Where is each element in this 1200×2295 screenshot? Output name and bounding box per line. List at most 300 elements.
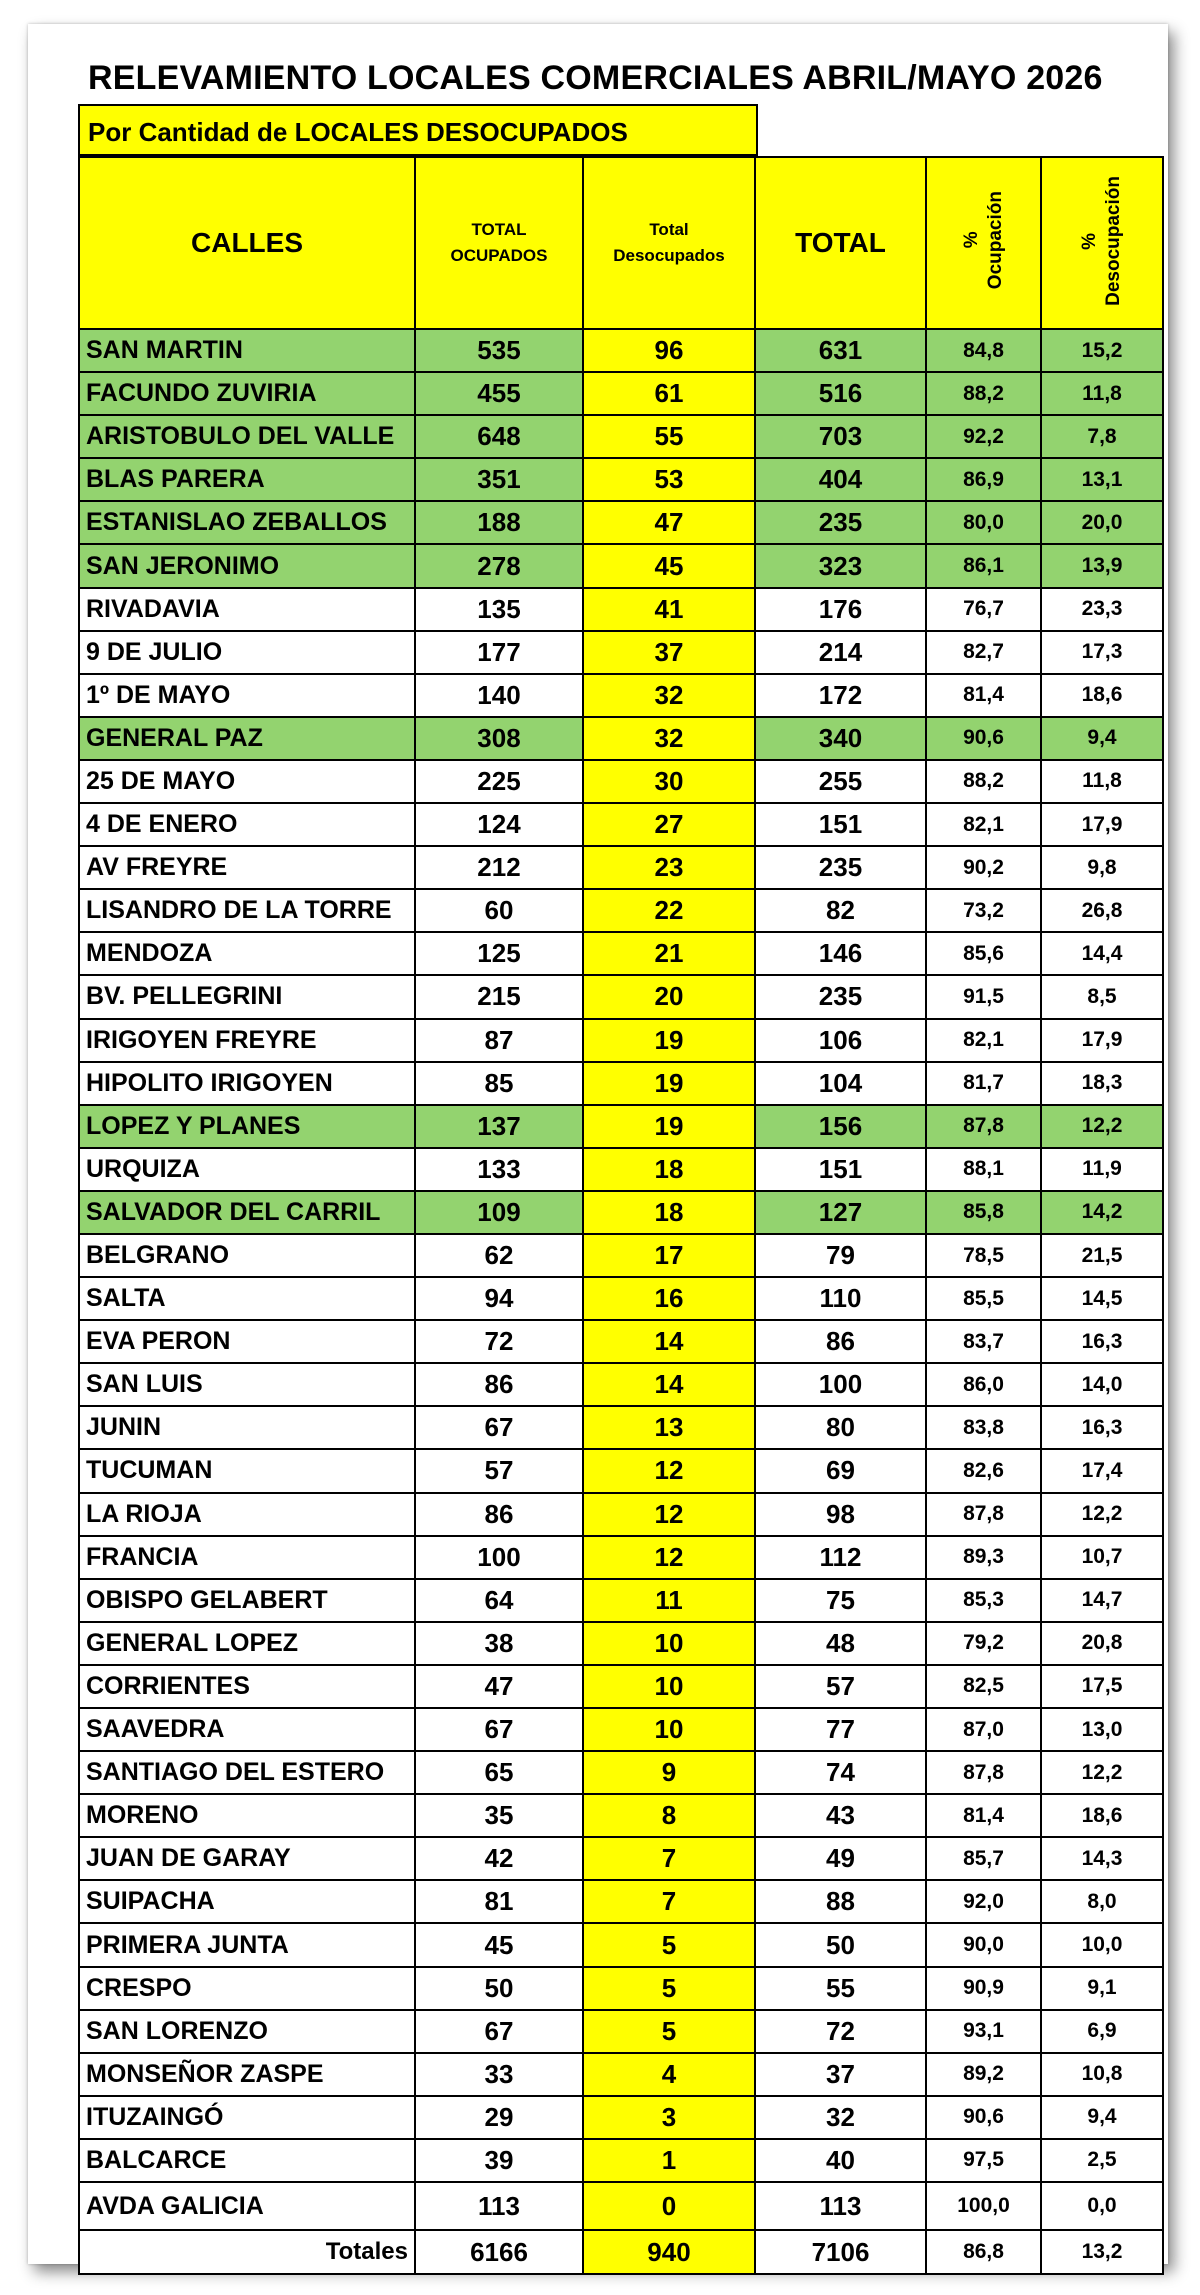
pct-desocupacion-cell: 10,7: [1041, 1536, 1163, 1579]
desocupados-cell: 53: [583, 458, 755, 501]
pct-desocupacion-cell: 16,3: [1041, 1406, 1163, 1449]
street-name-cell: SAN LORENZO: [79, 2010, 415, 2053]
desocupados-cell: 19: [583, 1019, 755, 1062]
table-row: [79, 1019, 1163, 1062]
ocupados-cell: 188: [415, 501, 583, 544]
ocupados-cell: 133: [415, 1148, 583, 1191]
table-row: [79, 415, 1163, 458]
pct-ocupacion-cell: 90,9: [926, 1967, 1041, 2010]
street-name-cell: SAN LUIS: [79, 1363, 415, 1406]
ocupados-cell: 38: [415, 1622, 583, 1665]
table-row: [79, 2053, 1163, 2096]
pct-desocupacion-cell: 18,3: [1041, 1062, 1163, 1105]
desocupados-cell: 61: [583, 372, 755, 415]
total-cell: 75: [755, 1579, 926, 1622]
total-cell: 235: [755, 975, 926, 1018]
desocupados-cell: 3: [583, 2096, 755, 2139]
ocupados-cell: 42: [415, 1837, 583, 1880]
table-row: [79, 1622, 1163, 1665]
totals-label: Totales: [79, 2230, 415, 2274]
data-table: [78, 156, 1164, 2275]
table-row: [79, 1837, 1163, 1880]
total-cell: 235: [755, 846, 926, 889]
desocupados-cell: 18: [583, 1148, 755, 1191]
desocupados-cell: 1: [583, 2139, 755, 2182]
total-cell: 77: [755, 1708, 926, 1751]
pct-ocupacion-cell: 85,5: [926, 1277, 1041, 1320]
total-cell: 127: [755, 1191, 926, 1234]
pct-ocupacion-cell: 73,2: [926, 889, 1041, 932]
street-name-cell: AVDA GALICIA: [79, 2182, 415, 2230]
total-cell: 110: [755, 1277, 926, 1320]
desocupados-cell: 20: [583, 975, 755, 1018]
ocupados-cell: 278: [415, 544, 583, 587]
ocupados-cell: 45: [415, 1923, 583, 1966]
table-row: [79, 1148, 1163, 1191]
desocupados-cell: 45: [583, 544, 755, 587]
street-name-cell: SALTA: [79, 1277, 415, 1320]
table-row: [79, 1449, 1163, 1492]
ocupados-cell: 72: [415, 1320, 583, 1363]
table-row: [79, 1406, 1163, 1449]
desocupados-cell: 23: [583, 846, 755, 889]
desocupados-cell: 4: [583, 2053, 755, 2096]
header-total: TOTAL: [755, 157, 926, 329]
pct-desocupacion-cell: 20,8: [1041, 1622, 1163, 1665]
table-row: [79, 2182, 1163, 2230]
desocupados-cell: 32: [583, 674, 755, 717]
desocupados-cell: 10: [583, 1622, 755, 1665]
pct-desocupacion-cell: 11,9: [1041, 1148, 1163, 1191]
total-cell: 214: [755, 631, 926, 674]
totals-pct-ocupacion: 86,8: [926, 2230, 1041, 2274]
pct-desocupacion-cell: 9,4: [1041, 2096, 1163, 2139]
street-name-cell: BALCARCE: [79, 2139, 415, 2182]
pct-ocupacion-cell: 81,7: [926, 1062, 1041, 1105]
street-name-cell: MONSEÑOR ZASPE: [79, 2053, 415, 2096]
pct-ocupacion-cell: 88,2: [926, 372, 1041, 415]
desocupados-cell: 12: [583, 1536, 755, 1579]
total-cell: 113: [755, 2182, 926, 2230]
total-cell: 156: [755, 1105, 926, 1148]
pct-ocupacion-cell: 90,6: [926, 717, 1041, 760]
total-cell: 79: [755, 1234, 926, 1277]
ocupados-cell: 140: [415, 674, 583, 717]
total-cell: 172: [755, 674, 926, 717]
ocupados-cell: 67: [415, 1406, 583, 1449]
desocupados-cell: 14: [583, 1320, 755, 1363]
pct-ocupacion-cell: 80,0: [926, 501, 1041, 544]
pct-ocupacion-cell: 85,8: [926, 1191, 1041, 1234]
table-row: [79, 1794, 1163, 1837]
pct-desocupacion-cell: 13,0: [1041, 1708, 1163, 1751]
table-row: [79, 975, 1163, 1018]
table-row: [79, 2096, 1163, 2139]
pct-desocupacion-cell: 18,6: [1041, 674, 1163, 717]
totals-ocupados: 6166: [415, 2230, 583, 2274]
header-total-ocupados: TOTAL OCUPADOS: [415, 157, 583, 329]
table-row: [79, 932, 1163, 975]
desocupados-cell: 10: [583, 1665, 755, 1708]
total-cell: 146: [755, 932, 926, 975]
total-cell: 69: [755, 1449, 926, 1492]
pct-ocupacion-cell: 82,5: [926, 1665, 1041, 1708]
ocupados-cell: 67: [415, 2010, 583, 2053]
pct-desocupacion-cell: 9,4: [1041, 717, 1163, 760]
pct-desocupacion-cell: 7,8: [1041, 415, 1163, 458]
ocupados-cell: 124: [415, 803, 583, 846]
street-name-cell: 9 DE JULIO: [79, 631, 415, 674]
desocupados-cell: 14: [583, 1363, 755, 1406]
desocupados-cell: 19: [583, 1062, 755, 1105]
street-name-cell: SAN MARTIN: [79, 329, 415, 372]
total-cell: 235: [755, 501, 926, 544]
pct-ocupacion-cell: 85,3: [926, 1579, 1041, 1622]
street-name-cell: FACUNDO ZUVIRIA: [79, 372, 415, 415]
pct-ocupacion-cell: 88,1: [926, 1148, 1041, 1191]
pct-desocupacion-cell: 14,5: [1041, 1277, 1163, 1320]
ocupados-cell: 351: [415, 458, 583, 501]
pct-ocupacion-cell: 88,2: [926, 760, 1041, 803]
pct-desocupacion-cell: 12,2: [1041, 1493, 1163, 1536]
ocupados-cell: 113: [415, 2182, 583, 2230]
table-row: [79, 674, 1163, 717]
pct-ocupacion-cell: 86,0: [926, 1363, 1041, 1406]
pct-ocupacion-cell: 82,6: [926, 1449, 1041, 1492]
desocupados-cell: 96: [583, 329, 755, 372]
table-row: [79, 717, 1163, 760]
desocupados-cell: 7: [583, 1837, 755, 1880]
street-name-cell: PRIMERA JUNTA: [79, 1923, 415, 1966]
header-calles: CALLES: [79, 157, 415, 329]
desocupados-cell: 16: [583, 1277, 755, 1320]
ocupados-cell: 85: [415, 1062, 583, 1105]
desocupados-cell: 0: [583, 2182, 755, 2230]
street-name-cell: 4 DE ENERO: [79, 803, 415, 846]
table-row: [79, 2010, 1163, 2053]
street-name-cell: IRIGOYEN FREYRE: [79, 1019, 415, 1062]
total-cell: 703: [755, 415, 926, 458]
pct-ocupacion-cell: 87,8: [926, 1493, 1041, 1536]
desocupados-cell: 55: [583, 415, 755, 458]
totals-pct-desocupacion: 13,2: [1041, 2230, 1163, 2274]
pct-desocupacion-cell: 14,2: [1041, 1191, 1163, 1234]
total-cell: 49: [755, 1837, 926, 1880]
street-name-cell: FRANCIA: [79, 1536, 415, 1579]
totals-desocupados: 940: [583, 2230, 755, 2274]
pct-desocupacion-cell: 20,0: [1041, 501, 1163, 544]
pct-desocupacion-cell: 8,5: [1041, 975, 1163, 1018]
header-total-desocupados: Total Desocupados: [583, 157, 755, 329]
street-name-cell: ITUZAINGÓ: [79, 2096, 415, 2139]
table-row: [79, 1363, 1163, 1406]
desocupados-cell: 22: [583, 889, 755, 932]
total-cell: 72: [755, 2010, 926, 2053]
ocupados-cell: 225: [415, 760, 583, 803]
total-cell: 631: [755, 329, 926, 372]
street-name-cell: MENDOZA: [79, 932, 415, 975]
pct-ocupacion-cell: 87,8: [926, 1751, 1041, 1794]
pct-ocupacion-cell: 100,0: [926, 2182, 1041, 2230]
pct-ocupacion-cell: 83,8: [926, 1406, 1041, 1449]
pct-desocupacion-cell: 26,8: [1041, 889, 1163, 932]
total-cell: 104: [755, 1062, 926, 1105]
pct-ocupacion-cell: 81,4: [926, 674, 1041, 717]
ocupados-cell: 535: [415, 329, 583, 372]
ocupados-cell: 100: [415, 1536, 583, 1579]
total-cell: 48: [755, 1622, 926, 1665]
street-name-cell: TUCUMAN: [79, 1449, 415, 1492]
street-name-cell: GENERAL LOPEZ: [79, 1622, 415, 1665]
pct-ocupacion-cell: 81,4: [926, 1794, 1041, 1837]
pct-ocupacion-cell: 83,7: [926, 1320, 1041, 1363]
street-name-cell: BELGRANO: [79, 1234, 415, 1277]
pct-ocupacion-cell: 76,7: [926, 588, 1041, 631]
table-row: [79, 372, 1163, 415]
table-row: [79, 458, 1163, 501]
street-name-cell: BV. PELLEGRINI: [79, 975, 415, 1018]
table-row: [79, 2139, 1163, 2182]
desocupados-cell: 5: [583, 1967, 755, 2010]
pct-desocupacion-cell: 8,0: [1041, 1880, 1163, 1923]
desocupados-cell: 27: [583, 803, 755, 846]
street-name-cell: LA RIOJA: [79, 1493, 415, 1536]
table-row: [79, 1665, 1163, 1708]
desocupados-cell: 30: [583, 760, 755, 803]
ocupados-cell: 64: [415, 1579, 583, 1622]
pct-desocupacion-cell: 6,9: [1041, 2010, 1163, 2053]
total-cell: 323: [755, 544, 926, 587]
total-cell: 86: [755, 1320, 926, 1363]
pct-desocupacion-cell: 12,2: [1041, 1751, 1163, 1794]
street-name-cell: ARISTOBULO DEL VALLE: [79, 415, 415, 458]
pct-ocupacion-cell: 84,8: [926, 329, 1041, 372]
street-name-cell: RIVADAVIA: [79, 588, 415, 631]
header-pct-ocupacion: % Ocupación: [926, 157, 1041, 329]
street-name-cell: LISANDRO DE LA TORRE: [79, 889, 415, 932]
street-name-cell: LOPEZ Y PLANES: [79, 1105, 415, 1148]
total-cell: 82: [755, 889, 926, 932]
total-cell: 40: [755, 2139, 926, 2182]
ocupados-cell: 47: [415, 1665, 583, 1708]
pct-ocupacion-cell: 92,0: [926, 1880, 1041, 1923]
pct-desocupacion-cell: 17,3: [1041, 631, 1163, 674]
pct-desocupacion-cell: 21,5: [1041, 1234, 1163, 1277]
pct-desocupacion-cell: 9,1: [1041, 1967, 1163, 2010]
table-row: [79, 501, 1163, 544]
table-row: [79, 889, 1163, 932]
desocupados-cell: 41: [583, 588, 755, 631]
desocupados-cell: 5: [583, 2010, 755, 2053]
table-row: [79, 1579, 1163, 1622]
pct-desocupacion-cell: 11,8: [1041, 760, 1163, 803]
pct-ocupacion-cell: 92,2: [926, 415, 1041, 458]
header-row: [79, 157, 1163, 329]
total-cell: 98: [755, 1493, 926, 1536]
pct-ocupacion-cell: 85,7: [926, 1837, 1041, 1880]
desocupados-cell: 5: [583, 1923, 755, 1966]
pct-desocupacion-cell: 10,8: [1041, 2053, 1163, 2096]
street-name-cell: JUAN DE GARAY: [79, 1837, 415, 1880]
ocupados-cell: 62: [415, 1234, 583, 1277]
street-name-cell: EVA PERON: [79, 1320, 415, 1363]
pct-desocupacion-cell: 14,7: [1041, 1579, 1163, 1622]
desocupados-cell: 19: [583, 1105, 755, 1148]
street-name-cell: SAN JERONIMO: [79, 544, 415, 587]
pct-desocupacion-cell: 11,8: [1041, 372, 1163, 415]
ocupados-cell: 65: [415, 1751, 583, 1794]
ocupados-cell: 455: [415, 372, 583, 415]
pct-desocupacion-cell: 15,2: [1041, 329, 1163, 372]
desocupados-cell: 10: [583, 1708, 755, 1751]
table-row: [79, 1967, 1163, 2010]
pct-desocupacion-cell: 12,2: [1041, 1105, 1163, 1148]
pct-ocupacion-cell: 89,2: [926, 2053, 1041, 2096]
desocupados-cell: 12: [583, 1493, 755, 1536]
street-name-cell: AV FREYRE: [79, 846, 415, 889]
street-name-cell: HIPOLITO IRIGOYEN: [79, 1062, 415, 1105]
ocupados-cell: 648: [415, 415, 583, 458]
street-name-cell: URQUIZA: [79, 1148, 415, 1191]
ocupados-cell: 60: [415, 889, 583, 932]
total-cell: 151: [755, 1148, 926, 1191]
desocupados-cell: 7: [583, 1880, 755, 1923]
total-cell: 74: [755, 1751, 926, 1794]
spreadsheet-image: [28, 24, 1168, 2267]
ocupados-cell: 94: [415, 1277, 583, 1320]
pct-desocupacion-cell: 17,5: [1041, 1665, 1163, 1708]
table-row: [79, 1751, 1163, 1794]
pct-desocupacion-cell: 14,0: [1041, 1363, 1163, 1406]
pct-ocupacion-cell: 90,2: [926, 846, 1041, 889]
pct-desocupacion-cell: 9,8: [1041, 846, 1163, 889]
pct-ocupacion-cell: 90,0: [926, 1923, 1041, 1966]
ocupados-cell: 212: [415, 846, 583, 889]
ocupados-cell: 35: [415, 1794, 583, 1837]
pct-ocupacion-cell: 97,5: [926, 2139, 1041, 2182]
street-name-cell: OBISPO GELABERT: [79, 1579, 415, 1622]
pct-desocupacion-cell: 10,0: [1041, 1923, 1163, 1966]
table-row: [79, 1708, 1163, 1751]
street-name-cell: CORRIENTES: [79, 1665, 415, 1708]
page-title: RELEVAMIENTO LOCALES COMERCIALES ABRIL/MAYO 2026: [88, 59, 1103, 97]
table-row: [79, 588, 1163, 631]
street-name-cell: SALVADOR DEL CARRIL: [79, 1191, 415, 1234]
pct-ocupacion-cell: 79,2: [926, 1622, 1041, 1665]
table-row: [79, 1277, 1163, 1320]
total-cell: 80: [755, 1406, 926, 1449]
total-cell: 516: [755, 372, 926, 415]
total-cell: 88: [755, 1880, 926, 1923]
desocupados-cell: 9: [583, 1751, 755, 1794]
ocupados-cell: 177: [415, 631, 583, 674]
pct-desocupacion-cell: 16,3: [1041, 1320, 1163, 1363]
table-row: [79, 1536, 1163, 1579]
total-cell: 404: [755, 458, 926, 501]
total-cell: 100: [755, 1363, 926, 1406]
total-cell: 57: [755, 1665, 926, 1708]
pct-desocupacion-cell: 14,4: [1041, 932, 1163, 975]
pct-desocupacion-cell: 17,9: [1041, 1019, 1163, 1062]
total-cell: 32: [755, 2096, 926, 2139]
ocupados-cell: 33: [415, 2053, 583, 2096]
ocupados-cell: 67: [415, 1708, 583, 1751]
total-cell: 37: [755, 2053, 926, 2096]
pct-ocupacion-cell: 78,5: [926, 1234, 1041, 1277]
ocupados-cell: 50: [415, 1967, 583, 2010]
street-name-cell: CRESPO: [79, 1967, 415, 2010]
table-row: [79, 544, 1163, 587]
desocupados-cell: 8: [583, 1794, 755, 1837]
ocupados-cell: 109: [415, 1191, 583, 1234]
pct-ocupacion-cell: 87,8: [926, 1105, 1041, 1148]
ocupados-cell: 86: [415, 1493, 583, 1536]
pct-ocupacion-cell: 89,3: [926, 1536, 1041, 1579]
ocupados-cell: 39: [415, 2139, 583, 2182]
ocupados-cell: 308: [415, 717, 583, 760]
totals-total: 7106: [755, 2230, 926, 2274]
table-row: [79, 1923, 1163, 1966]
desocupados-cell: 17: [583, 1234, 755, 1277]
street-name-cell: GENERAL PAZ: [79, 717, 415, 760]
pct-ocupacion-cell: 85,6: [926, 932, 1041, 975]
table-row: [79, 329, 1163, 372]
street-name-cell: ESTANISLAO ZEBALLOS: [79, 501, 415, 544]
total-cell: 43: [755, 1794, 926, 1837]
pct-ocupacion-cell: 82,1: [926, 803, 1041, 846]
street-name-cell: 25 DE MAYO: [79, 760, 415, 803]
pct-desocupacion-cell: 23,3: [1041, 588, 1163, 631]
pct-ocupacion-cell: 93,1: [926, 2010, 1041, 2053]
total-cell: 50: [755, 1923, 926, 1966]
desocupados-cell: 21: [583, 932, 755, 975]
pct-desocupacion-cell: 18,6: [1041, 1794, 1163, 1837]
pct-ocupacion-cell: 91,5: [926, 975, 1041, 1018]
street-name-cell: SUIPACHA: [79, 1880, 415, 1923]
desocupados-cell: 47: [583, 501, 755, 544]
street-name-cell: SANTIAGO DEL ESTERO: [79, 1751, 415, 1794]
ocupados-cell: 87: [415, 1019, 583, 1062]
total-cell: 112: [755, 1536, 926, 1579]
pct-desocupacion-cell: 17,9: [1041, 803, 1163, 846]
table-row: [79, 1105, 1163, 1148]
pct-desocupacion-cell: 0,0: [1041, 2182, 1163, 2230]
ocupados-cell: 135: [415, 588, 583, 631]
total-cell: 255: [755, 760, 926, 803]
ocupados-cell: 215: [415, 975, 583, 1018]
ocupados-cell: 86: [415, 1363, 583, 1406]
desocupados-cell: 11: [583, 1579, 755, 1622]
table-row: [79, 803, 1163, 846]
table-row: [79, 1234, 1163, 1277]
pct-desocupacion-cell: 13,1: [1041, 458, 1163, 501]
desocupados-cell: 12: [583, 1449, 755, 1492]
pct-ocupacion-cell: 82,7: [926, 631, 1041, 674]
street-name-cell: SAAVEDRA: [79, 1708, 415, 1751]
table-row: [79, 760, 1163, 803]
table-row: [79, 631, 1163, 674]
pct-desocupacion-cell: 2,5: [1041, 2139, 1163, 2182]
table-row: [79, 1493, 1163, 1536]
street-name-cell: JUNIN: [79, 1406, 415, 1449]
ocupados-cell: 57: [415, 1449, 583, 1492]
ocupados-cell: 137: [415, 1105, 583, 1148]
pct-ocupacion-cell: 87,0: [926, 1708, 1041, 1751]
street-name-cell: MORENO: [79, 1794, 415, 1837]
desocupados-cell: 13: [583, 1406, 755, 1449]
ocupados-cell: 125: [415, 932, 583, 975]
total-cell: 151: [755, 803, 926, 846]
